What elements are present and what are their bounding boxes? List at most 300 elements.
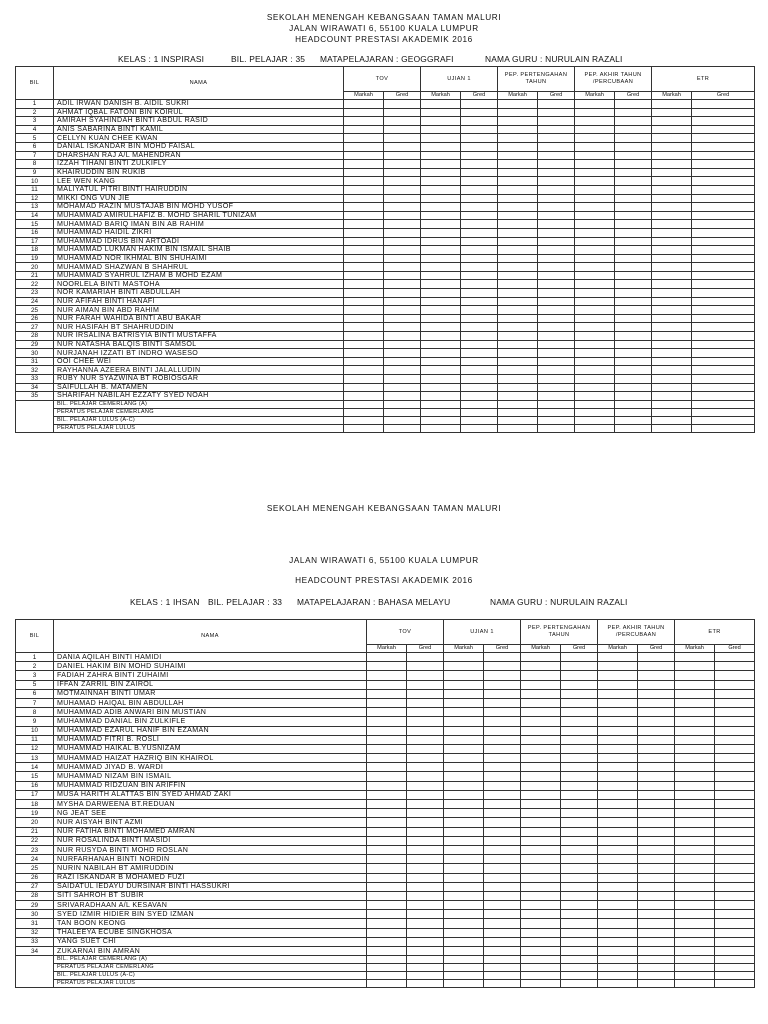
gred-cell	[461, 323, 498, 332]
table-row	[16, 383, 755, 392]
student-name: LEE WEN KANG	[54, 177, 344, 186]
markah-cell	[421, 383, 461, 392]
student-name: ZUKARNAI BIN AMRAN	[54, 947, 367, 956]
student-name: IFFAN ZARRIL BIN ZAIROL	[54, 680, 367, 689]
summary-row	[16, 416, 755, 424]
gred-cell	[692, 117, 755, 126]
gred-cell	[715, 845, 755, 854]
markah-cell	[444, 763, 484, 772]
gred-cell	[692, 332, 755, 341]
markah-cell	[444, 919, 484, 928]
student-name: ANIS SABARINA BINTI KAMIL	[54, 125, 344, 134]
student-name: MIKKI ONG VUN JIE	[54, 194, 344, 203]
markah-cell	[598, 882, 638, 891]
markah-cell	[421, 228, 461, 237]
gred-cell	[638, 855, 675, 864]
markah-cell	[344, 228, 384, 237]
gred-cell	[461, 142, 498, 151]
gred-cell	[561, 763, 598, 772]
table-row	[16, 680, 755, 689]
gred-cell	[384, 323, 421, 332]
gred-cell	[384, 349, 421, 358]
gred-cell	[638, 891, 675, 900]
gred-cell	[638, 937, 675, 946]
gred-cell	[561, 864, 598, 873]
markah-cell	[498, 246, 538, 255]
markah-cell	[498, 366, 538, 375]
markah-cell	[367, 698, 407, 707]
markah-cell	[598, 754, 638, 763]
gred-cell	[561, 671, 598, 680]
row-number: 1	[16, 653, 54, 662]
gred-cell	[538, 340, 575, 349]
table-row	[16, 151, 755, 160]
markah-cell	[498, 349, 538, 358]
gred-cell	[384, 297, 421, 306]
gred-cell	[715, 919, 755, 928]
gred-cell	[638, 919, 675, 928]
markah-cell	[367, 763, 407, 772]
gred-cell	[384, 340, 421, 349]
markah-cell	[421, 203, 461, 212]
gred-cell	[538, 306, 575, 315]
gred-cell	[461, 357, 498, 366]
gred-cell	[407, 809, 444, 818]
markah-cell	[367, 919, 407, 928]
markah-cell	[575, 134, 615, 143]
markah-cell	[344, 246, 384, 255]
row-number: 26	[16, 314, 54, 323]
row-number: 27	[16, 323, 54, 332]
markah-cell	[444, 708, 484, 717]
markah-cell	[521, 864, 561, 873]
row-number: 8	[16, 708, 54, 717]
gred-cell	[561, 901, 598, 910]
summary-cell	[598, 964, 638, 972]
summary-label: PERATUS PELAJAR LULUS	[54, 424, 344, 432]
markah-cell	[498, 306, 538, 315]
summary-cell	[675, 964, 715, 972]
markah-cell	[675, 698, 715, 707]
markah-cell	[521, 653, 561, 662]
markah-cell	[652, 237, 692, 246]
student-name: MUHAMMAD HAIZAT HAZRIQ BIN KHAIROL	[54, 754, 367, 763]
markah-cell	[444, 735, 484, 744]
student-name: YANG SUET CHI	[54, 937, 367, 946]
markah-cell	[598, 763, 638, 772]
gred-cell	[638, 818, 675, 827]
table-row	[16, 254, 755, 263]
gred-cell	[407, 781, 444, 790]
summary-cell	[521, 964, 561, 972]
gred-cell	[384, 280, 421, 289]
markah-cell	[575, 194, 615, 203]
gred-cell	[715, 836, 755, 845]
row-number: 32	[16, 366, 54, 375]
gred-cell	[407, 800, 444, 809]
markah-cell	[652, 168, 692, 177]
markah-cell	[598, 726, 638, 735]
gred-cell	[407, 919, 444, 928]
row-number: 21	[16, 271, 54, 280]
row-number: 28	[16, 891, 54, 900]
markah-cell	[344, 383, 384, 392]
gred-cell	[461, 332, 498, 341]
student-name: NURJANAH IZZATI BT INDRO WASESO	[54, 349, 344, 358]
gred-cell	[461, 168, 498, 177]
gred-cell	[692, 203, 755, 212]
gred-cell	[484, 855, 521, 864]
markah-cell	[367, 910, 407, 919]
summary-cell	[367, 956, 407, 964]
markah-cell	[521, 818, 561, 827]
table-row	[16, 211, 755, 220]
markah-cell	[444, 800, 484, 809]
markah-cell	[498, 134, 538, 143]
gred-cell	[638, 800, 675, 809]
markah-cell	[444, 947, 484, 956]
gred-cell	[715, 855, 755, 864]
markah-cell	[444, 937, 484, 946]
row-number: 3	[16, 671, 54, 680]
markah-cell	[421, 357, 461, 366]
summary-cell	[575, 416, 615, 424]
gred-cell	[407, 873, 444, 882]
markah-cell	[444, 754, 484, 763]
markah-cell	[675, 947, 715, 956]
summary-cell	[407, 972, 444, 980]
summary-cell	[675, 972, 715, 980]
row-number: 35	[16, 392, 54, 401]
gred-cell	[407, 845, 444, 854]
gred-cell	[561, 772, 598, 781]
student-name: SAIDATUL IEDAYU DURSINAR BINTI HASSUKRI	[54, 882, 367, 891]
markah-cell	[498, 392, 538, 401]
row-number: 14	[16, 763, 54, 772]
markah-cell	[344, 323, 384, 332]
gred-cell	[715, 882, 755, 891]
markah-cell	[652, 246, 692, 255]
markah-cell	[444, 855, 484, 864]
markah-cell	[675, 653, 715, 662]
markah-cell	[675, 708, 715, 717]
gred-cell	[692, 349, 755, 358]
row-number: 25	[16, 864, 54, 873]
gred-cell	[692, 289, 755, 298]
row-number: 30	[16, 910, 54, 919]
markah-cell	[367, 671, 407, 680]
school-name: SEKOLAH MENENGAH KEBANGSAAN TAMAN MALURI	[266, 13, 502, 22]
sub-gred: Gred	[715, 645, 755, 653]
markah-cell	[344, 332, 384, 341]
markah-cell	[344, 263, 384, 272]
markah-cell	[521, 781, 561, 790]
summary-cell	[638, 980, 675, 988]
markah-cell	[367, 827, 407, 836]
gred-cell	[407, 836, 444, 845]
gred-cell	[692, 211, 755, 220]
gred-cell	[561, 809, 598, 818]
table-row	[16, 919, 755, 928]
gred-cell	[615, 263, 652, 272]
markah-cell	[598, 891, 638, 900]
gred-cell	[484, 891, 521, 900]
markah-cell	[344, 237, 384, 246]
gred-cell	[615, 289, 652, 298]
summary-cell	[521, 972, 561, 980]
gred-cell	[461, 340, 498, 349]
sub-gred: Gred	[484, 645, 521, 653]
markah-cell	[344, 280, 384, 289]
markah-cell	[444, 653, 484, 662]
markah-cell	[498, 263, 538, 272]
gred-cell	[615, 151, 652, 160]
gred-cell	[638, 653, 675, 662]
markah-cell	[675, 809, 715, 818]
student-name: MUHAMMAD HAIKAL B.YUSNIZAM	[54, 744, 367, 753]
summary-row	[16, 964, 755, 972]
gred-cell	[384, 100, 421, 109]
markah-cell	[498, 168, 538, 177]
gred-cell	[407, 763, 444, 772]
col-pep-pertengahan: PEP. PERTENGAHAN TAHUN	[521, 620, 598, 645]
student-name: NURIN NABILAH BT AMIRUDDIN	[54, 864, 367, 873]
row-number: 2	[16, 108, 54, 117]
markah-cell	[498, 340, 538, 349]
gred-cell	[638, 827, 675, 836]
gred-cell	[561, 680, 598, 689]
gred-cell	[461, 220, 498, 229]
markah-cell	[421, 314, 461, 323]
gred-cell	[384, 177, 421, 186]
gred-cell	[638, 882, 675, 891]
markah-cell	[598, 717, 638, 726]
student-name: THALEEYA ECUBE SINGKHOSA	[54, 928, 367, 937]
gred-cell	[538, 160, 575, 169]
gred-cell	[461, 246, 498, 255]
summary-cell	[461, 400, 498, 408]
gred-cell	[384, 160, 421, 169]
summary-cell	[675, 956, 715, 964]
markah-cell	[444, 781, 484, 790]
table-row	[16, 340, 755, 349]
gred-cell	[384, 125, 421, 134]
markah-cell	[444, 845, 484, 854]
summary-cell	[384, 424, 421, 432]
gred-cell	[484, 680, 521, 689]
markah-cell	[598, 873, 638, 882]
student-name: MYSHA DARWEENA BT.REDUAN	[54, 800, 367, 809]
gred-cell	[715, 781, 755, 790]
markah-cell	[444, 689, 484, 698]
col-etr: ETR	[652, 67, 755, 92]
gred-cell	[615, 117, 652, 126]
school-name: SEKOLAH MENENGAH KEBANGSAAN TAMAN MALURI	[266, 504, 502, 513]
gred-cell	[638, 901, 675, 910]
markah-cell	[652, 332, 692, 341]
gred-cell	[561, 662, 598, 671]
markah-cell	[598, 735, 638, 744]
col-pep-akhir: PEP. AKHIR TAHUN /PERCUBAAN	[575, 67, 652, 92]
markah-cell	[367, 901, 407, 910]
markah-cell	[498, 125, 538, 134]
markah-cell	[521, 928, 561, 937]
markah-cell	[675, 726, 715, 735]
gred-cell	[692, 254, 755, 263]
markah-cell	[444, 891, 484, 900]
markah-cell	[675, 882, 715, 891]
sub-markah: Markah	[598, 645, 638, 653]
markah-cell	[367, 717, 407, 726]
gred-cell	[538, 211, 575, 220]
markah-cell	[444, 873, 484, 882]
gred-cell	[638, 680, 675, 689]
summary-cell	[484, 972, 521, 980]
markah-cell	[521, 717, 561, 726]
student-name: MUHAMMAD EZARUL HANIF BIN EZAMAN	[54, 726, 367, 735]
row-number: 15	[16, 772, 54, 781]
gred-cell	[561, 827, 598, 836]
row-number: 8	[16, 160, 54, 169]
table-row	[16, 882, 755, 891]
gred-cell	[692, 340, 755, 349]
markah-cell	[598, 919, 638, 928]
markah-cell	[652, 228, 692, 237]
gred-cell	[484, 873, 521, 882]
table-row	[16, 280, 755, 289]
markah-cell	[598, 653, 638, 662]
student-name: DHARSHAN RAJ A/L MAHENDRAN	[54, 151, 344, 160]
markah-cell	[421, 185, 461, 194]
markah-cell	[421, 280, 461, 289]
summary-cell	[538, 400, 575, 408]
row-number: 18	[16, 800, 54, 809]
summary-cell	[444, 972, 484, 980]
markah-cell	[498, 314, 538, 323]
student-count: BIL. PELAJAR : 35	[231, 54, 306, 64]
sub-markah: Markah	[652, 92, 692, 100]
row-number: 34	[16, 947, 54, 956]
table-row	[16, 117, 755, 126]
markah-cell	[675, 818, 715, 827]
gred-cell	[384, 383, 421, 392]
markah-cell	[652, 125, 692, 134]
gred-cell	[384, 168, 421, 177]
gred-cell	[715, 717, 755, 726]
row-number: 33	[16, 375, 54, 384]
student-count: BIL. PELAJAR : 33	[208, 597, 283, 607]
gred-cell	[561, 947, 598, 956]
table-row	[16, 763, 755, 772]
markah-cell	[575, 366, 615, 375]
summary-cell	[367, 980, 407, 988]
gred-cell	[692, 151, 755, 160]
sub-gred: Gred	[615, 92, 652, 100]
gred-cell	[615, 383, 652, 392]
markah-cell	[575, 142, 615, 151]
markah-cell	[521, 680, 561, 689]
markah-cell	[421, 392, 461, 401]
markah-cell	[675, 671, 715, 680]
gred-cell	[692, 357, 755, 366]
summary-cell	[421, 408, 461, 416]
summary-blank	[16, 400, 54, 408]
student-name: MOTMAINNAH BINTI UMAR	[54, 689, 367, 698]
gred-cell	[484, 744, 521, 753]
gred-cell	[692, 314, 755, 323]
markah-cell	[598, 680, 638, 689]
markah-cell	[598, 698, 638, 707]
student-name: MUHAMMAD LUKMAN HAKIM BIN ISMAIL SHAIB	[54, 246, 344, 255]
gred-cell	[692, 134, 755, 143]
row-number: 29	[16, 901, 54, 910]
gred-cell	[461, 203, 498, 212]
row-number: 9	[16, 168, 54, 177]
row-number: 34	[16, 383, 54, 392]
summary-cell	[421, 424, 461, 432]
gred-cell	[615, 375, 652, 384]
gred-cell	[615, 142, 652, 151]
markah-cell	[598, 864, 638, 873]
table-row	[16, 772, 755, 781]
markah-cell	[444, 928, 484, 937]
gred-cell	[407, 855, 444, 864]
table-row	[16, 297, 755, 306]
summary-cell	[561, 964, 598, 972]
gred-cell	[692, 366, 755, 375]
gred-cell	[407, 891, 444, 900]
table-row	[16, 790, 755, 799]
markah-cell	[344, 100, 384, 109]
markah-cell	[421, 134, 461, 143]
markah-cell	[598, 818, 638, 827]
gred-cell	[461, 383, 498, 392]
gred-cell	[538, 194, 575, 203]
markah-cell	[498, 211, 538, 220]
markah-cell	[598, 790, 638, 799]
summary-cell	[498, 408, 538, 416]
row-number: 20	[16, 263, 54, 272]
row-number: 3	[16, 117, 54, 126]
table-row	[16, 220, 755, 229]
student-name: NUR FARAH WAHIDA BINTI ABU BAKAR	[54, 314, 344, 323]
student-name: DANIA AQILAH BINTI HAMIDI	[54, 653, 367, 662]
sub-markah: Markah	[367, 645, 407, 653]
markah-cell	[675, 891, 715, 900]
markah-cell	[521, 671, 561, 680]
gred-cell	[484, 928, 521, 937]
row-number: 17	[16, 790, 54, 799]
gred-cell	[638, 708, 675, 717]
markah-cell	[367, 662, 407, 671]
gred-cell	[615, 160, 652, 169]
markah-cell	[344, 306, 384, 315]
summary-cell	[484, 980, 521, 988]
markah-cell	[344, 366, 384, 375]
markah-cell	[421, 168, 461, 177]
markah-cell	[652, 254, 692, 263]
table-row	[16, 100, 755, 109]
markah-cell	[675, 827, 715, 836]
gred-cell	[692, 297, 755, 306]
table-row	[16, 910, 755, 919]
gred-cell	[561, 717, 598, 726]
summary-cell	[615, 416, 652, 424]
markah-cell	[498, 289, 538, 298]
markah-cell	[367, 947, 407, 956]
gred-cell	[715, 891, 755, 900]
gred-cell	[538, 177, 575, 186]
